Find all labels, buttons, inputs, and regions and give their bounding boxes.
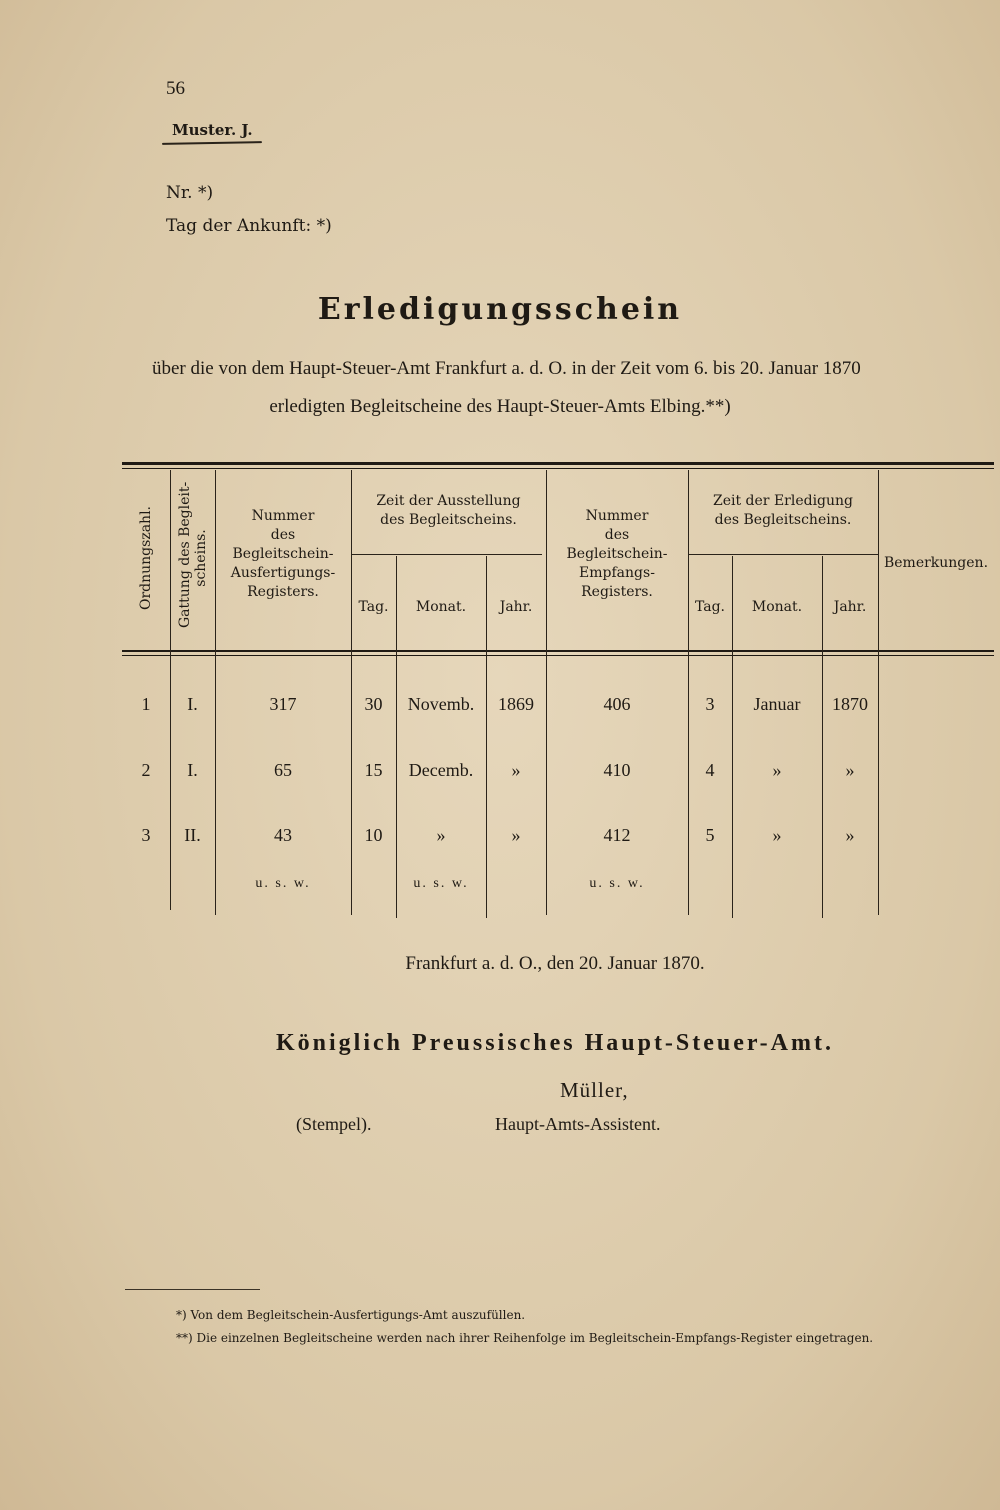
header-zeit-ausstellung: [351, 492, 546, 530]
cell-gattung: I.: [187, 760, 198, 780]
cell-empf-nr: 406: [603, 694, 631, 714]
arrival-line: Tag der Ankunft: *): [166, 216, 332, 236]
header-zeit-erledigung: [688, 492, 878, 530]
place-date: Frankfurt a. d. O., den 20. Januar 1870.: [405, 953, 705, 974]
signature-name: Müller,: [560, 1078, 629, 1102]
cell-a-tag: 30: [364, 694, 383, 714]
cell-e-jahr: »: [845, 825, 855, 845]
header-gattung-line-2: scheins.: [193, 529, 209, 587]
header-text: Registers.: [581, 584, 653, 600]
cell-e-jahr: 1870: [832, 694, 868, 714]
cell-a-tag: 15: [364, 760, 383, 780]
cell-ausf-nr: 43: [274, 825, 292, 845]
cell-ausf-nr: 317: [269, 694, 297, 714]
cell-a-monat: »: [436, 825, 446, 845]
cell-nr: 3: [141, 825, 151, 845]
cell-e-tag: 5: [705, 825, 715, 845]
header-text: Empfangs-: [579, 565, 655, 581]
table-top-rule-thin: [122, 468, 994, 469]
header-text: Nummer: [251, 508, 315, 524]
subtitle-line-2: erledigten Begleitscheine des Haupt-Steuer-Amts Elbing.**): [269, 396, 731, 417]
cell-e-tag: 4: [705, 760, 715, 780]
usw-text: u. s. w.: [413, 876, 469, 891]
header-text: Begleitschein-: [566, 546, 668, 562]
header-monat: Monat.: [415, 599, 467, 615]
header-text: Zeit der Erledigung: [712, 493, 854, 509]
header-text: Registers.: [247, 584, 319, 600]
authority-name: Königlich Preussisches Haupt-Steuer-Amt.: [276, 1030, 834, 1056]
cell-a-tag: 10: [364, 825, 383, 845]
page-number: 56: [166, 78, 185, 99]
cell-a-monat: Decemb.: [408, 760, 474, 780]
erledigung-sub-rule: [689, 554, 879, 555]
cell-e-monat: »: [772, 825, 782, 845]
cell-nr: 1: [141, 694, 151, 714]
table-top-rule: [122, 462, 994, 465]
usw-text: u. s. w.: [589, 876, 645, 891]
cell-nr: 2: [141, 760, 151, 780]
header-text: Ausfertigungs-: [230, 565, 336, 581]
cell-a-monat: Novemb.: [407, 694, 475, 714]
cell-e-jahr: »: [845, 760, 855, 780]
number-line: Nr. *): [166, 183, 214, 203]
col-divider: [351, 470, 352, 915]
header-tag: Tag.: [694, 599, 725, 615]
header-text: Zeit der Ausstellung: [376, 493, 521, 509]
header-monat: Monat.: [751, 599, 803, 615]
cell-ausf-nr: 65: [274, 760, 292, 780]
header-text: des Begleitscheins.: [714, 512, 852, 528]
cell-e-monat: Januar: [753, 694, 801, 714]
col-divider: [688, 470, 689, 915]
cell-a-jahr: »: [511, 760, 521, 780]
header-tag: Tag.: [358, 599, 389, 615]
cell-gattung: I.: [187, 694, 198, 714]
cell-e-tag: 3: [705, 694, 715, 714]
document-title: Erledigungsschein: [317, 292, 683, 327]
cell-a-jahr: »: [511, 825, 521, 845]
header-text: des: [270, 527, 296, 543]
form-label: Muster. J.: [172, 121, 253, 139]
cell-gattung: II.: [184, 825, 201, 845]
cell-e-monat: »: [772, 760, 782, 780]
footnote-1: *) Von dem Begleitschein-Ausfertigungs-Amt auszufüllen.: [176, 1308, 526, 1322]
header-text: Begleitschein-: [232, 546, 334, 562]
subtitle-line-1: über die von dem Haupt-Steuer-Amt Frankfurt a. d. O. in der Zeit vom 6. bis 20. Januar 1870: [152, 358, 861, 379]
header-bottom-rule: [122, 650, 994, 652]
register-table: [122, 462, 994, 922]
header-ordnungszahl: Ordnungszahl.: [138, 506, 154, 610]
header-gattung: [177, 481, 209, 628]
ausstellung-sub-rule: [352, 554, 542, 555]
footnote-2: **) Die einzelnen Begleitscheine werden nach ihrer Reihenfolge im Begleitschein-Empfangs-Register eingetragen.: [176, 1331, 874, 1345]
header-text: des: [604, 527, 630, 543]
footnote-rule: [125, 1289, 260, 1290]
cell-a-jahr: 1869: [498, 694, 534, 714]
header-bemerkungen: Bemerkungen.: [883, 555, 989, 571]
header-gattung-line-1: Gattung des Begleit-: [177, 481, 193, 628]
header-jahr: Jahr.: [499, 599, 533, 615]
header-jahr: Jahr.: [833, 599, 867, 615]
header-nummer-empfang: [546, 507, 688, 602]
cell-empf-nr: 412: [603, 825, 631, 845]
header-text: des Begleitscheins.: [380, 512, 517, 528]
stamp-note: (Stempel).: [296, 1114, 372, 1134]
header-bottom-rule-thin: [122, 655, 994, 656]
cell-empf-nr: 410: [603, 760, 631, 780]
signature-title: Haupt-Amts-Assistent.: [495, 1114, 661, 1134]
col-divider: [878, 470, 879, 915]
form-label-underline: [162, 141, 262, 145]
header-text: Nummer: [585, 508, 649, 524]
usw-text: u. s. w.: [255, 876, 311, 891]
header-nummer-ausfertigung: [215, 507, 351, 602]
